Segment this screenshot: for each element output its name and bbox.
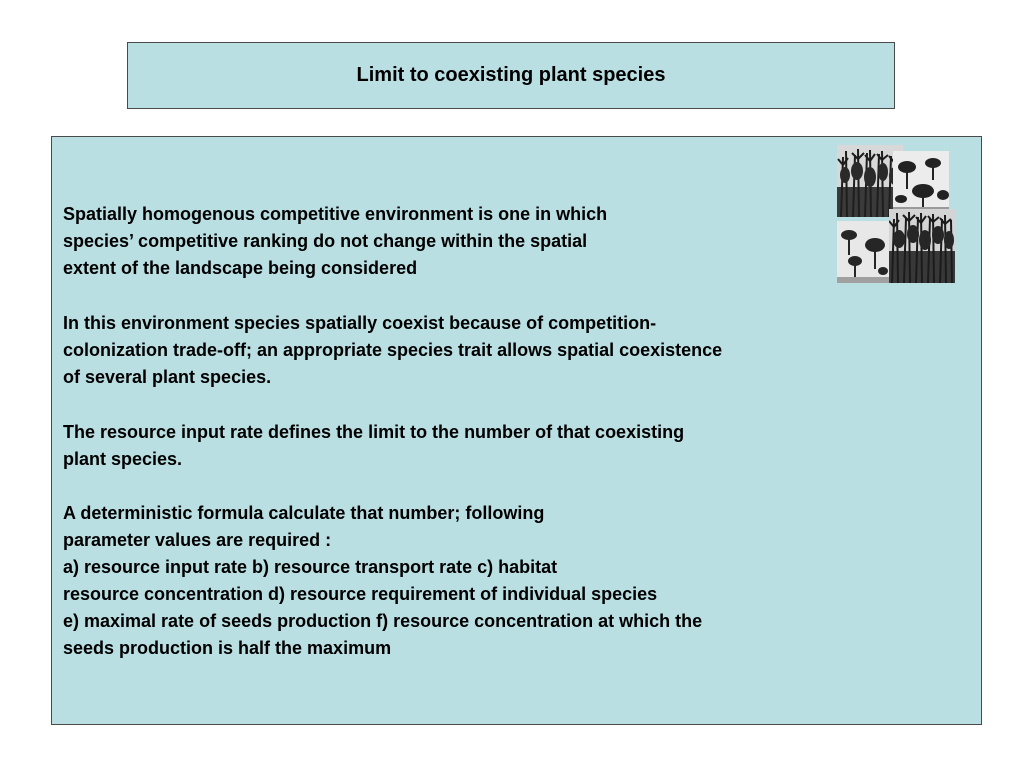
- text-line: extent of the landscape being considered: [63, 258, 418, 278]
- paragraph-resource-input: [63, 419, 684, 473]
- text-line: The resource input rate defines the limit to the number of that coexisting: [63, 422, 685, 442]
- paragraph-coexistence: [63, 310, 722, 391]
- text-line: plant species.: [63, 449, 183, 469]
- text-line: In this environment species spatially coexist because of competition-: [63, 313, 657, 333]
- paragraph-homogenous-environment: [63, 201, 607, 282]
- text-line: resource concentration d) resource requirement of individual species: [63, 584, 658, 604]
- plant-stand-photo-icon: [837, 221, 891, 283]
- plant-collage-image: [837, 145, 957, 283]
- text-line: a) resource input rate b) resource transport rate c) habitat: [63, 557, 558, 577]
- plant-stand-photo-icon: [893, 151, 949, 213]
- plant-stand-photo-icon: [889, 209, 955, 283]
- content-box: [51, 136, 982, 725]
- text-line: A deterministic formula calculate that number; following: [63, 503, 545, 523]
- text-line: species’ competitive ranking do not change within the spatial: [63, 231, 588, 251]
- text-line: parameter values are required :: [63, 530, 332, 550]
- text-line: e) maximal rate of seeds production f) resource concentration at which the: [63, 611, 703, 631]
- title-box: [127, 42, 895, 109]
- text-line: Spatially homogenous competitive environment is one in which: [63, 204, 608, 224]
- text-line: seeds production is half the maximum: [63, 638, 392, 658]
- text-line: of several plant species.: [63, 367, 272, 387]
- text-line: colonization trade-off; an appropriate species trait allows spatial coexistence: [63, 340, 723, 360]
- slide-title: Limit to coexisting plant species: [356, 64, 666, 86]
- paragraph-formula-parameters: [63, 500, 702, 662]
